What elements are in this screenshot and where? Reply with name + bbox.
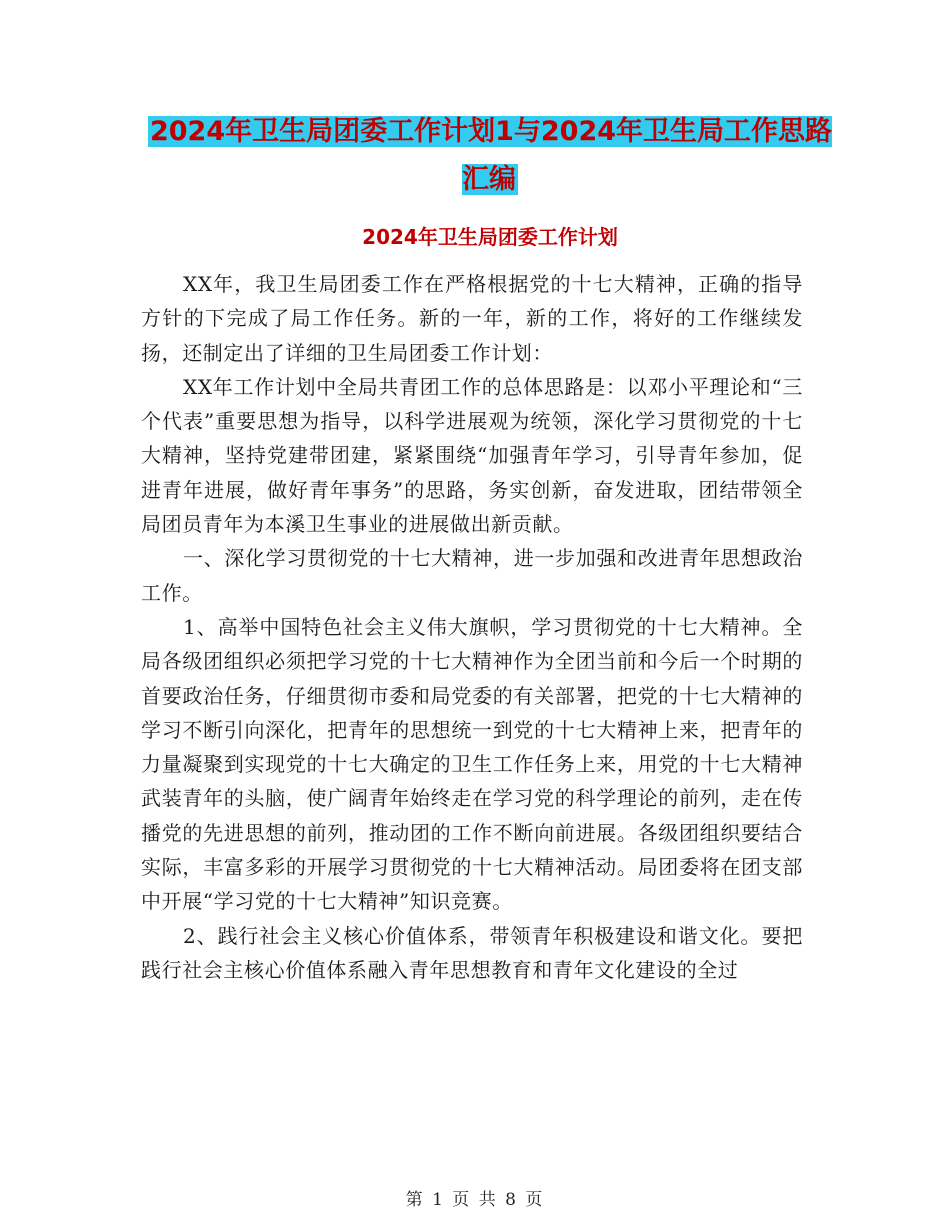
paragraph-heading-one: 一、深化学习贯彻党的十七大精神，进一步加强和改进青年思想政治工作。 [141, 546, 803, 605]
paragraph-intro: XX年，我卫生局团委工作在严格根据党的十七大精神，正确的指导方针的下完成了局工作任务。新的一年，新的工作，将好的工作继续发扬，还制定出了详细的卫生局团委工作计划： [141, 272, 803, 365]
paragraph-item-one: 1、高举中国特色社会主义伟大旗帜，学习贯彻党的十七大精神。全局各级团组织必须把学习党的十七大精神作为全团当前和今后一个时期的首要政治任务，仔细贯彻市委和局党委的有关部署，把党的十七大精神的学习不断引向深化，把青年的思想统一到党的十七大精神上来，把青年的力量凝聚到实现党的十七大确定的卫生工作任务上来，用党的十七大精神武装青年的头脑，使广阔青年始终走在学习党的科学理论的前列，走在传播党的先进思想的前列，推动团的工作不断向前进展。各级团组织要结合实际，丰富多彩的开展学习贯彻党的十七大精神活动。局团委将在团支部中开展“学习党的十七大精神”知识竞赛。 [141, 614, 803, 914]
document-body [141, 267, 803, 987]
section-title: 2024年卫生局团委工作计划 [362, 225, 618, 249]
document-title [140, 108, 840, 204]
document-title-text: 2024年卫生局团委工作计划1与2024年卫生局工作思路汇编 [149, 116, 833, 195]
paragraph-item-two: 2、践行社会主义核心价值体系，带领青年积极建设和谐文化。要把践行社会主核心价值体系融入青年思想教育和青年文化建设的全过 [141, 923, 803, 982]
page-footer: 第 1 页 共 8 页 [405, 1190, 545, 1210]
paragraph-overall-approach: XX年工作计划中全局共青团工作的总体思路是：以邓小平理论和“三个代表”重要思想为指导，以科学进展观为统领，深化学习贯彻党的十七大精神，坚持党建带团建，紧紧围绕“加强青年学习，引导青年参加，促进青年进展，做好青年事务”的思路，务实创新，奋发进取，团结带领全局团员青年为本溪卫生事业的进展做出新贡献。 [141, 374, 803, 537]
